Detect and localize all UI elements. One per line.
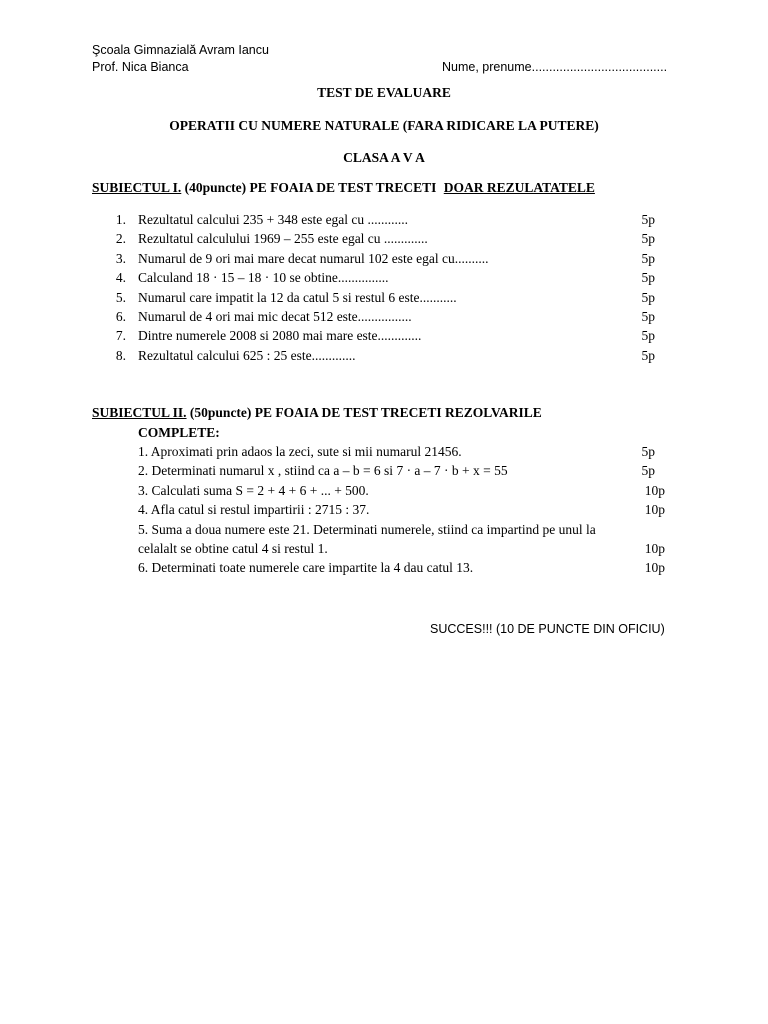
section1-item-number: 4. [115,270,126,285]
section2-instruction-continued: COMPLETE: [138,425,220,440]
section1-item-number: 1. [115,212,126,227]
section1-item-points: 5p [641,348,655,363]
section2-item-text: 6. Determinati toate numerele care impartite la 4 dau catul 13. [138,560,474,575]
section2-item-text: 2. Determinati numarul x , stiind ca a – b = 6 si 7 · a – 7 · b + x = 55 [138,463,508,478]
section2-item-text: 1. Aproximati prin adaos la zeci, sute si mii numarul 21456. [138,444,462,459]
section1-item-text: Numarul care impatit la 12 da catul 5 si restul 6 este........... [138,290,457,305]
page-title: TEST DE EVALUARE [317,85,451,100]
section1-item-points: 5p [641,270,655,285]
section2-item-points: 5p [641,444,655,459]
section1-item-text: Rezultatul calcului 235 + 348 este egal cu ............ [138,212,409,227]
section1-item-points: 5p [641,290,655,305]
section2-points: (50puncte) [189,405,252,420]
section1-item-text: Dintre numerele 2008 si 2080 mai mare este............. [138,328,422,343]
student-name-field: Nume, prenume....................................... [442,60,668,74]
section2-heading: SUBIECTUL II. [92,405,187,420]
page-subtitle: OPERATII CU NUMERE NATURALE (FARA RIDICARE LA PUTERE) [169,118,599,133]
section2-instruction: PE FOAIA DE TEST TRECETI REZOLVARILE [254,405,542,420]
section1-heading-line [92,180,595,196]
section2-item-points: 10p [644,560,665,575]
section1-item-number: 6. [115,309,126,324]
section2-item-text: 3. Calculati suma S = 2 + 4 + 6 + ... + 500. [138,483,369,498]
school-name: Şcoala Gimnazială Avram Iancu [92,43,269,57]
section2-item-text: 4. Afla catul si restul impartirii : 2715 : 37. [138,502,370,517]
section1-item-number: 2. [115,231,126,246]
class-label: CLASA A V A [343,150,425,165]
section1-item-text: Numarul de 9 ori mai mare decat numarul 102 este egal cu.......... [138,251,489,266]
section1-item-points: 5p [641,309,655,324]
section1-points: (40puncte) [184,180,247,195]
section1-instruction: PE FOAIA DE TEST TRECETI [249,180,437,195]
section1-item-points: 5p [641,231,655,246]
section1-item-text: Rezultatul calcului 625 : 25 este............. [138,348,356,363]
section1-item-points: 5p [641,251,655,266]
section1-item-points: 5p [641,328,655,343]
section1-item-text: Calculand 18 · 15 – 18 · 10 se obtine............... [138,270,389,285]
section1-heading: SUBIECTUL I. [92,180,182,195]
teacher-name: Prof. Nica Bianca [92,60,189,74]
section1-item-number: 7. [115,328,126,343]
section1-item-text: Rezultatul calculului 1969 – 255 este egal cu ............. [138,231,428,246]
section1-item-number: 5. [115,290,126,305]
section1-item-text: Numarul de 4 ori mai mic decat 512 este................ [138,309,412,324]
section2-item-points: 10p [644,483,665,498]
section2-item-points: 5p [641,463,655,478]
section2-item-points: 10p [644,502,665,517]
section1-instruction-emphasis: DOAR REZULATATELE [443,180,595,195]
section2-item-points: 10p [644,541,665,556]
section1-item-number: 8. [115,348,126,363]
footer-note: SUCCES!!! (10 DE PUNCTE DIN OFICIU) [430,622,665,636]
section1-item-number: 3. [115,251,126,266]
section2-heading-line [92,405,542,421]
section1-item-points: 5p [641,212,655,227]
section2-item-text: celalalt se obtine catul 4 si restul 1. [138,541,328,556]
section2-item-text: 5. Suma a doua numere este 21. Determinati numerele, stiind ca impartind pe unul la [138,522,596,537]
